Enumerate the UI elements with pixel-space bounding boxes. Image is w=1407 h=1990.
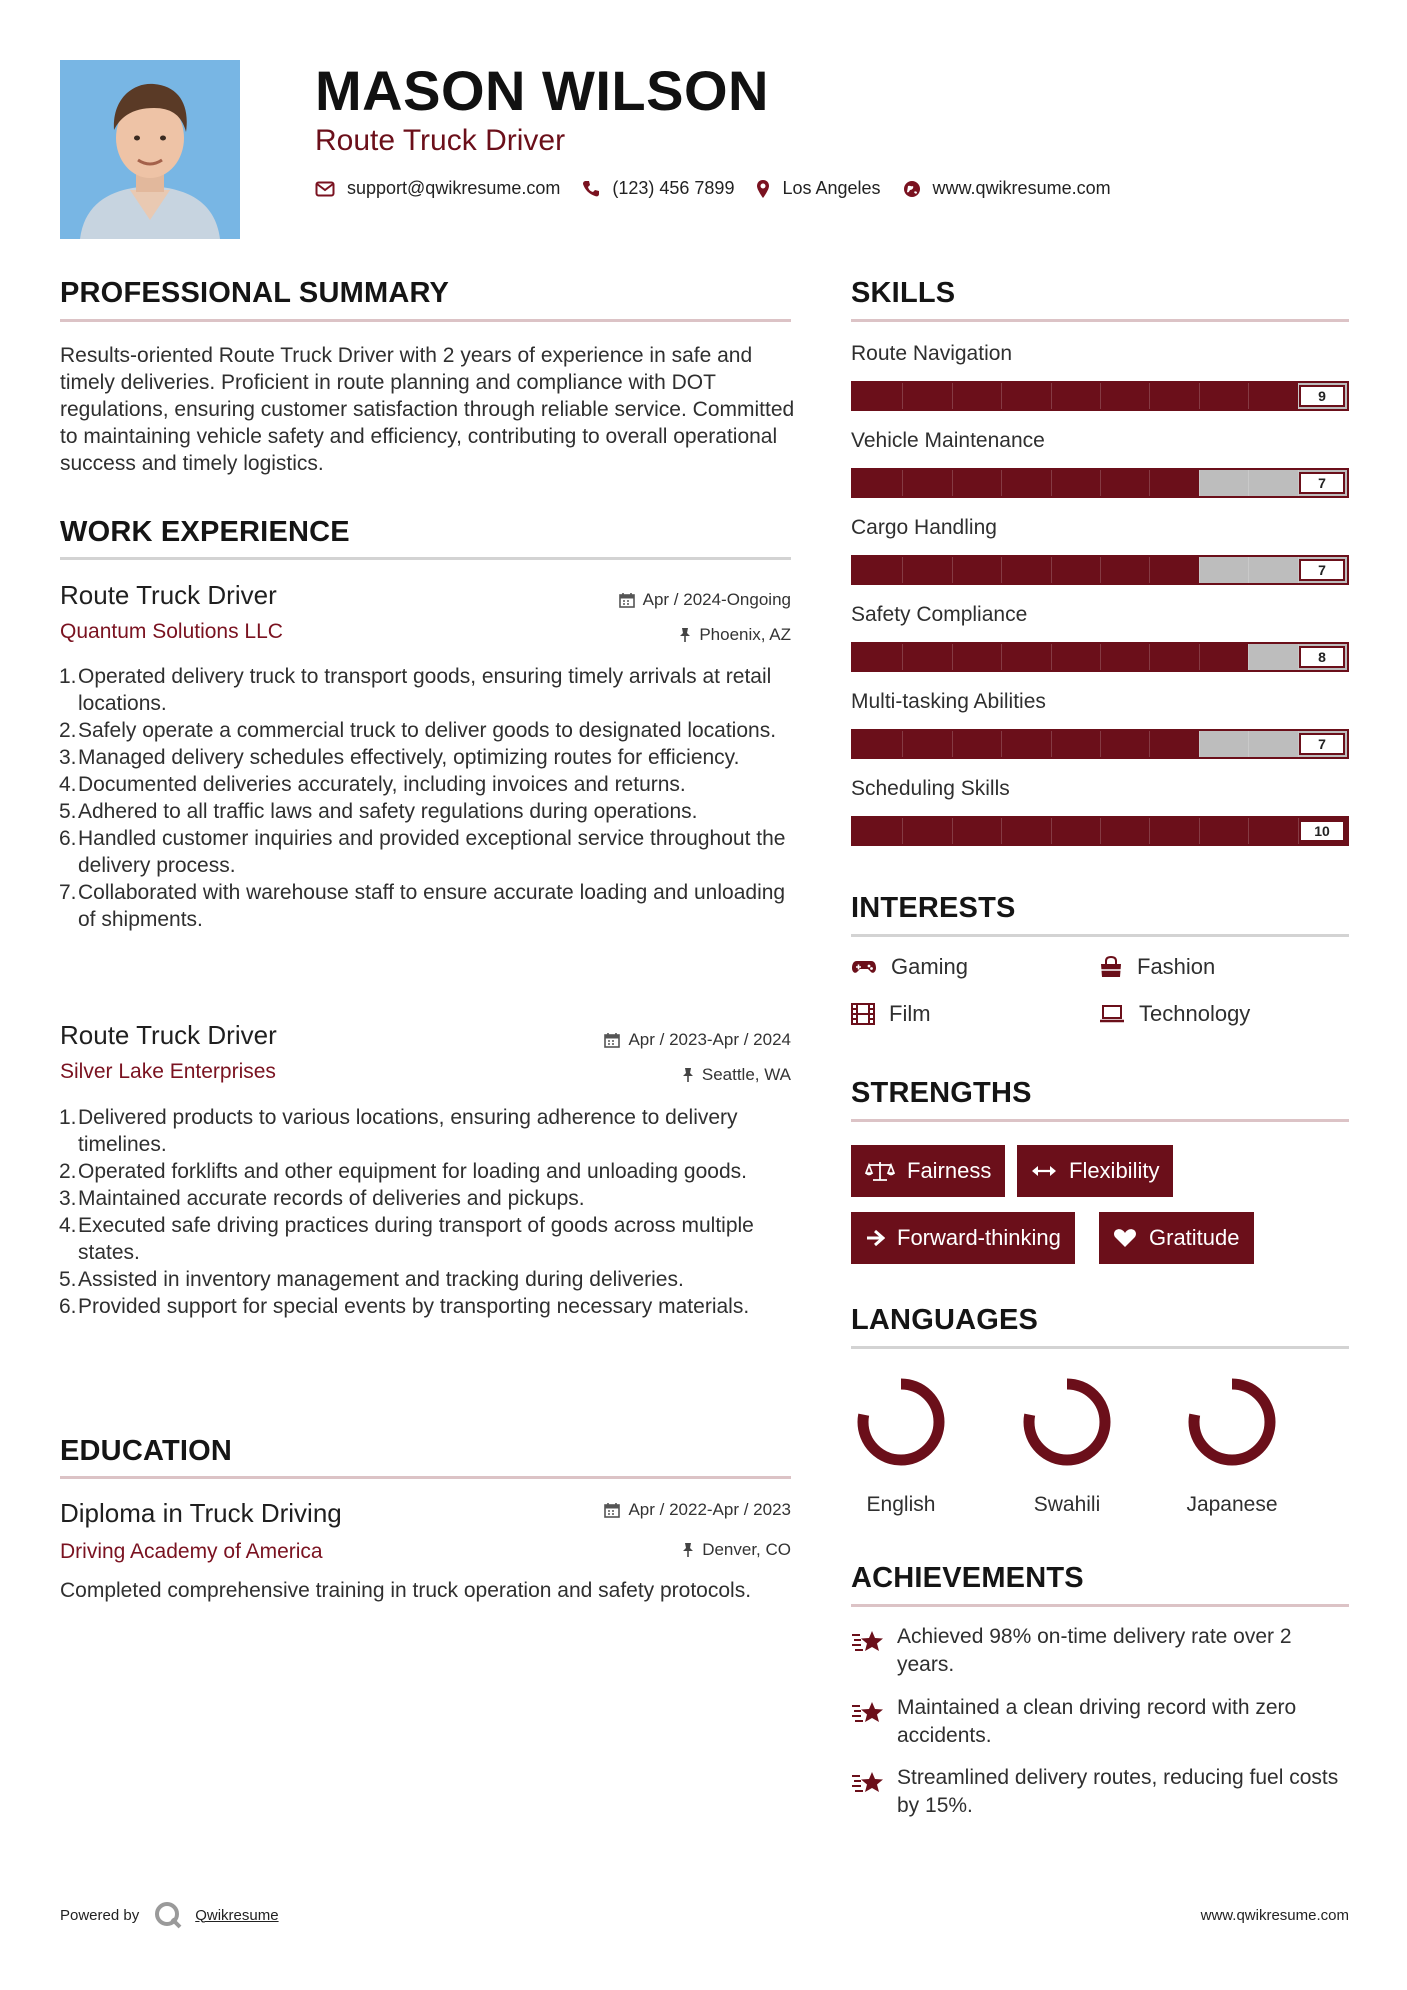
skill-bar-segment: [1149, 383, 1150, 409]
phone-icon: [582, 180, 600, 198]
list-item: 1. Delivered products to various locations, ensuring adherence to delivery timelines.: [59, 1106, 738, 1156]
skill-bar-fill: [853, 383, 1298, 409]
heart-icon: [1113, 1228, 1137, 1248]
skill-bar-segment: [1199, 644, 1200, 670]
contact-location: [756, 178, 880, 199]
skill-label: Vehicle Maintenance: [851, 429, 1045, 452]
skill-bar-segment: [952, 557, 953, 583]
calendar-icon: [604, 1032, 620, 1048]
job-title: Route Truck Driver: [60, 1020, 277, 1050]
skill-bar-segment: [902, 557, 903, 583]
skill-bar-segment: [952, 644, 953, 670]
brand-link[interactable]: Qwikresume: [195, 1906, 279, 1924]
list-item: 4. Executed safe driving practices during transport of goods across multiple states.: [59, 1214, 754, 1264]
calendar-icon: [604, 1502, 620, 1518]
education-dates-text: Apr / 2022-Apr / 2023: [628, 1500, 791, 1519]
education-dates: [604, 1500, 791, 1520]
skill-bar-segment: [1248, 470, 1249, 496]
strength-label: Gratitude: [1149, 1225, 1240, 1250]
interest-item-fashion: [1099, 954, 1215, 980]
skill-bar: [851, 729, 1349, 759]
experience-heading: WORK EXPERIENCE: [60, 516, 350, 548]
achievement-item: [851, 1694, 1351, 1750]
list-item: 6. Provided support for special events by transporting necessary materials.: [59, 1295, 750, 1318]
list-item: 3. Maintained accurate records of deliveries and pickups.: [59, 1187, 585, 1210]
skill-bar-segment: [1199, 383, 1200, 409]
skill-label: Scheduling Skills: [851, 777, 1010, 800]
skill-bar-segment: [952, 818, 953, 844]
list-item: 5. Assisted in inventory management and tracking during deliveries.: [59, 1268, 684, 1291]
list-item: 1. Operated delivery truck to transport goods, ensuring timely arrivals at retail locations.: [59, 665, 772, 715]
skill-bar-segment: [1100, 644, 1101, 670]
avatar: [60, 60, 240, 239]
languages-heading: LANGUAGES: [851, 1304, 1039, 1336]
profile-photo: [60, 60, 240, 239]
skill-bar-segment: [1199, 470, 1200, 496]
pushpin-icon: [679, 627, 691, 643]
job-dates: [604, 1030, 791, 1050]
skill-bar-segment: [902, 818, 903, 844]
skill-bar-segment: [1199, 731, 1200, 757]
skill-bar-segment: [1100, 557, 1101, 583]
skill-bar-segment: [1051, 644, 1052, 670]
skill-bar: [851, 381, 1349, 411]
skill-label: Cargo Handling: [851, 516, 997, 539]
skill-bar-segment: [902, 644, 903, 670]
footer-powered-by: [60, 1900, 279, 1930]
pushpin-icon: [682, 1542, 694, 1558]
job-dates-text: Apr / 2024-Ongoing: [642, 590, 791, 609]
achievement-text: Achieved 98% on-time delivery rate over 2 years.: [897, 1625, 1292, 1676]
skill-bar-segment: [1149, 470, 1150, 496]
contact-email[interactable]: [315, 178, 560, 199]
experience-divider: [60, 557, 791, 560]
language-label: English: [866, 1493, 936, 1516]
interest-label: Fashion: [1137, 954, 1216, 979]
list-item: 4. Documented deliveries accurately, including invoices and returns.: [59, 773, 686, 796]
skill-bar: [851, 816, 1349, 846]
skill-bar-segment: [952, 731, 953, 757]
list-item: 5. Adhered to all traffic laws and safety regulations during operations.: [59, 800, 698, 823]
skills-heading: SKILLS: [851, 277, 956, 309]
language-ring-arc: [1194, 1384, 1270, 1460]
job-company: Silver Lake Enterprises: [60, 1060, 276, 1083]
language-ring: [1182, 1372, 1282, 1472]
skill-bar-segment: [1199, 818, 1200, 844]
shooting-star-icon: [851, 1627, 885, 1655]
language-label: Japanese: [1186, 1493, 1278, 1516]
skill-bar-segment: [1149, 644, 1150, 670]
education-location: [682, 1540, 791, 1560]
strength-label: Fairness: [907, 1158, 992, 1183]
skill-level-badge: 7: [1299, 559, 1345, 581]
strength-label: Flexibility: [1069, 1158, 1160, 1183]
interest-item-film: [851, 1001, 931, 1027]
skill-bar-segment: [902, 470, 903, 496]
skill-bar-segment: [902, 383, 903, 409]
email-text: support@qwikresume.com: [347, 178, 561, 198]
strengths-heading: STRENGTHS: [851, 1077, 1032, 1109]
skill-bar-segment: [1149, 557, 1150, 583]
language-ring: [1017, 1372, 1117, 1472]
job-dates-text: Apr / 2023-Apr / 2024: [628, 1030, 791, 1049]
qwikresume-logo-icon: [153, 1900, 183, 1930]
achievement-item: [851, 1764, 1351, 1820]
candidate-name: MASON WILSON: [315, 59, 769, 122]
gamepad-icon: [851, 959, 877, 975]
skill-bar-segment: [1248, 557, 1249, 583]
job-location-text: Seattle, WA: [701, 1065, 791, 1084]
achievement-item: [851, 1623, 1351, 1679]
contact-bar: [315, 178, 1133, 199]
skill-level-badge: 9: [1299, 385, 1345, 407]
skill-bar-fill: [853, 731, 1199, 757]
strength-label: Forward-thinking: [897, 1225, 1061, 1250]
skill-label: Safety Compliance: [851, 603, 1028, 626]
skill-bar: [851, 642, 1349, 672]
languages-divider: [851, 1346, 1349, 1349]
job-title: Route Truck Driver: [60, 580, 277, 610]
strength-chip-gratitude: [1099, 1212, 1254, 1264]
skills-divider: [851, 319, 1349, 322]
interest-label: Technology: [1139, 1001, 1251, 1026]
education-location-text: Denver, CO: [702, 1540, 791, 1559]
skill-bar-fill: [853, 470, 1199, 496]
language-item: [1017, 1372, 1117, 1517]
skill-bar-segment: [1001, 557, 1002, 583]
strength-chip-flexibility: [1017, 1145, 1173, 1197]
job-duties-list: [60, 1104, 795, 1320]
skill-bar-segment: [1051, 731, 1052, 757]
skill-bar-segment: [952, 470, 953, 496]
skill-bar-segment: [1149, 818, 1150, 844]
skill-bar-segment: [1051, 818, 1052, 844]
phone-text: (123) 456 7899: [612, 178, 735, 198]
skill-bar-segment: [902, 731, 903, 757]
contact-phone[interactable]: [582, 178, 734, 199]
interest-label: Gaming: [891, 954, 969, 979]
skill-bar-segment: [1001, 470, 1002, 496]
pushpin-icon: [682, 1067, 694, 1083]
achievements-heading: ACHIEVEMENTS: [851, 1562, 1084, 1594]
job-duties-list: [60, 663, 795, 933]
laptop-icon: [1099, 1005, 1125, 1023]
strengths-divider: [851, 1119, 1349, 1122]
website-text: www.qwikresume.com: [932, 178, 1111, 198]
education-divider: [60, 1476, 791, 1479]
skill-bar-segment: [952, 383, 953, 409]
skill-bar-segment: [1199, 557, 1200, 583]
language-ring: [851, 1372, 951, 1472]
arrows-horizontal-icon: [1031, 1164, 1057, 1178]
skill-bar-segment: [1100, 383, 1101, 409]
skill-bar-segment: [1001, 818, 1002, 844]
interests-divider: [851, 934, 1349, 937]
strength-chip-fairness: [851, 1145, 1005, 1197]
skill-bar-segment: [1248, 644, 1249, 670]
calendar-icon: [619, 592, 635, 608]
language-ring-arc: [1029, 1384, 1105, 1460]
skill-bar-segment: [1051, 470, 1052, 496]
interest-item-gaming: [851, 954, 968, 980]
skill-bar-segment: [1001, 383, 1002, 409]
skill-level-badge: 7: [1299, 472, 1345, 494]
envelope-icon: [315, 181, 335, 197]
skill-bar-segment: [1248, 818, 1249, 844]
strength-chip-forward-thinking: [851, 1212, 1075, 1264]
skill-bar-segment: [1100, 470, 1101, 496]
job-dates: [619, 590, 791, 610]
list-item: 7. Collaborated with warehouse staff to ensure accurate loading and unloading of shipments.: [59, 881, 786, 931]
job-location: [679, 625, 791, 645]
skill-level-badge: 7: [1299, 733, 1345, 755]
language-item: [1182, 1372, 1282, 1517]
film-icon: [851, 1003, 875, 1025]
skill-bar: [851, 555, 1349, 585]
arrow-right-icon: [865, 1229, 885, 1247]
education-description: Completed comprehensive training in truck operation and safety protocols.: [60, 1579, 752, 1602]
skill-bar-segment: [1001, 731, 1002, 757]
candidate-role: Route Truck Driver: [315, 124, 566, 157]
degree-title: Diploma in Truck Driving: [60, 1498, 342, 1528]
education-heading: EDUCATION: [60, 1435, 233, 1467]
list-item: 2. Safely operate a commercial truck to deliver goods to designated locations.: [59, 719, 777, 742]
summary-heading: PROFESSIONAL SUMMARY: [60, 277, 450, 309]
footer-website[interactable]: www.qwikresume.com: [1200, 1907, 1349, 1924]
achievement-text: Streamlined delivery routes, reducing fuel costs by 15%.: [897, 1766, 1339, 1817]
achievement-text: Maintained a clean driving record with zero accidents.: [897, 1696, 1297, 1747]
list-item: 6. Handled customer inquiries and provided exceptional service throughout the delivery process.: [59, 827, 786, 877]
summary-divider: [60, 319, 791, 322]
shooting-star-icon: [851, 1698, 885, 1726]
skill-bar-segment: [1149, 731, 1150, 757]
balance-scale-icon: [865, 1160, 895, 1182]
skill-bar-segment: [1100, 818, 1101, 844]
powered-by-text: Powered by: [60, 1906, 140, 1924]
list-item: 2. Operated forklifts and other equipment for loading and unloading goods.: [59, 1160, 747, 1183]
achievements-divider: [851, 1604, 1349, 1607]
skill-bar-segment: [1100, 731, 1101, 757]
job-company: Quantum Solutions LLC: [60, 620, 283, 643]
globe-icon: [903, 180, 921, 198]
skill-bar-segment: [1001, 644, 1002, 670]
job-location: [682, 1065, 791, 1085]
shopping-bag-icon: [1099, 956, 1123, 978]
summary-text: Results-oriented Route Truck Driver with 2 years of experience in safe and timely deliveries. Proficient in route planning and compliance with DOT regulations, ensuring customer satisfaction through reliable service. Committed to maintaining vehicle safety and efficiency, contributing to overall operational success and timely logistics.: [60, 344, 795, 475]
language-ring-arc: [863, 1384, 939, 1460]
list-item: 3. Managed delivery schedules effectively, optimizing routes for efficiency.: [59, 746, 740, 769]
skill-bar-segment: [1051, 383, 1052, 409]
school-name: Driving Academy of America: [60, 1540, 323, 1563]
interest-item-technology: [1099, 1001, 1250, 1027]
interest-label: Film: [889, 1001, 931, 1026]
skill-bar-segment: [1248, 731, 1249, 757]
skill-level-badge: 8: [1299, 646, 1345, 668]
language-item: [851, 1372, 951, 1517]
skill-label: Multi-tasking Abilities: [851, 690, 1046, 713]
shooting-star-icon: [851, 1768, 885, 1796]
skill-level-badge: 10: [1299, 820, 1345, 842]
skill-bar-fill: [853, 557, 1199, 583]
interests-heading: INTERESTS: [851, 892, 1016, 924]
job-location-text: Phoenix, AZ: [699, 625, 791, 644]
skill-bar-segment: [1051, 557, 1052, 583]
map-pin-icon: [756, 179, 770, 199]
skill-bar: [851, 468, 1349, 498]
skill-bar-segment: [1248, 383, 1249, 409]
language-label: Swahili: [1033, 1493, 1101, 1516]
contact-website[interactable]: [903, 178, 1111, 199]
skill-label: Route Navigation: [851, 342, 1013, 365]
location-text: Los Angeles: [782, 178, 881, 198]
